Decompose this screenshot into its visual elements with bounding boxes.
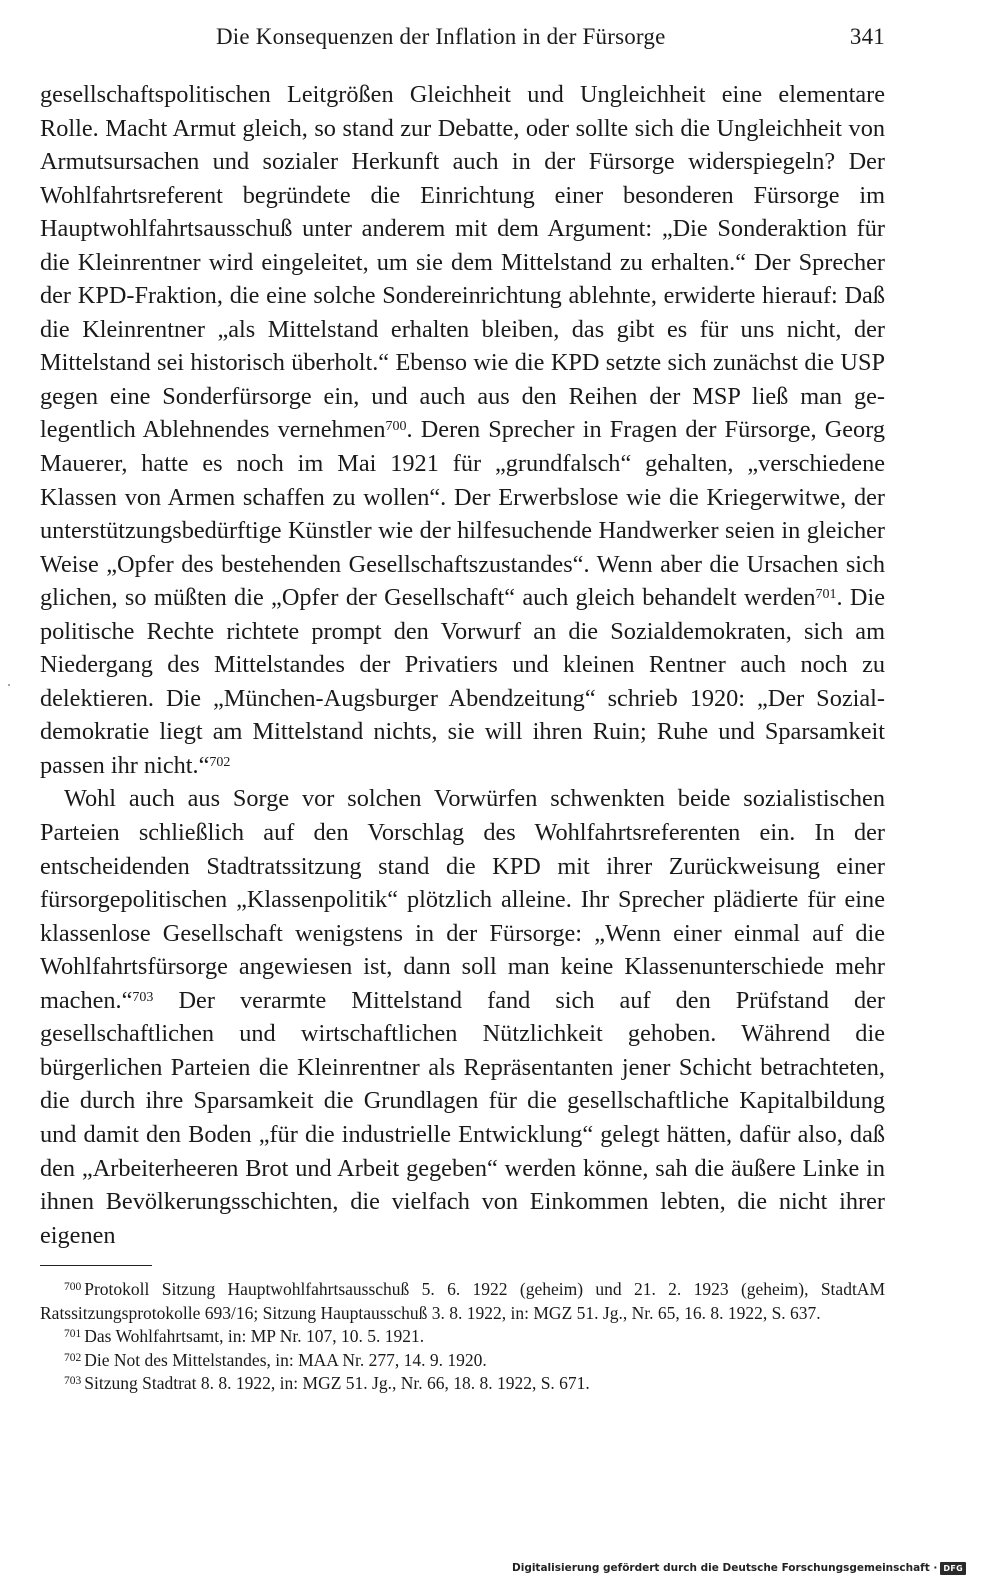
credit-text: Digitalisierung gefördert durch die Deutsche Forschungsgemeinschaft ·: [512, 1562, 938, 1574]
scan-speck: [8, 684, 10, 686]
running-title: Die Konsequenzen der Inflation in der Fürsorge: [216, 24, 666, 49]
paragraph-1-part-c: . Die politische Rechte richtete prompt den Vorwurf an die Sozialdemokraten, sich am Niedergang des Mittelstandes der Privatiers und kleinen Rentner auch noch zu delektieren. Die „München-Augsburger Abendzeitung“ schrieb 1920: „Der Sozialdemokratie liegt am Mittelstand nichts, sie will ihren Ruin; Ruhe und Sparsamkeit passen ihr nicht.“: [40, 584, 885, 779]
paragraph-2-part-b: Der verarmte Mittelstand fand sich auf den Prüfstand der gesellschaftlichen und wirtschaftlichen Nützlichkeit gehoben. Während die bürgerlichen Parteien die Kleinrentner als Repräsentanten jener Schicht betrachteten, die durch ihre Sparsamkeit die Grundlagen für die gesellschaftliche Kapitalbildung und damit den Boden „für die industrielle Entwicklung“ gelegt hätten, dafür also, daß den „Arbeiterheeren Brot und Arbeit gegeben“ werden könne, sah die äußere Linke in ihnen Bevölkerungsschichten, die vielfach von Einkommen lebten, die nicht ihrer eigenen: [40, 986, 885, 1249]
footnote-number: 702: [64, 1351, 82, 1364]
digitization-credit: [512, 1560, 966, 1576]
paragraph-2: [40, 782, 885, 1252]
footnotes: [40, 1278, 885, 1396]
footnote-ref-700[interactable]: 700: [385, 419, 407, 435]
footnote-number: 701: [64, 1328, 82, 1341]
footnote-text: Protokoll Sitzung Hauptwohlfahrtsausschuß 5. 6. 1922 (geheim) und 21. 2. 1923 (geheim), StadtAM Ratssitzungsprotokolle 693/16; Sitzung Hauptausschuß 3. 8. 1922, in: MGZ 51. Jg., Nr. 65, 16. 8. 1922, S. 637.: [40, 1279, 885, 1323]
footnote-number: 700: [64, 1281, 82, 1293]
footnote-702: [40, 1349, 885, 1373]
footnote-text: Die Not des Mittelstandes, in: MAA Nr. 277, 14. 9. 1920.: [84, 1349, 487, 1370]
footnote-number: 703: [64, 1375, 82, 1388]
footnote-700: [40, 1278, 885, 1325]
page-number: 341: [849, 24, 885, 49]
footnote-ref-702[interactable]: 702: [209, 754, 231, 770]
dfg-logo-icon: DFG: [940, 1562, 966, 1575]
paragraph-1-part-a: gesellschaftspolitischen Leitgrößen Gleichheit und Ungleichheit eine elementare Rolle. Macht Armut gleich, so stand zur Debatte, oder sollte sich die Ungleichheit von Armutsursachen und sozialer Herkunft auch in der Fürsorge widerspiegeln? Der Wohlfahrtsreferent begründete die Einrichtung einer besonderen Fürsorge im Hauptwohlfahrtsausschuß unter anderem mit dem Argument: „Die Sonderaktion für die Kleinrentner wird eingeleitet, um sie dem Mittelstand zu erhalten.“ Der Sprecher der KPD-Fraktion, die eine solche Sondereinrichtung ablehnte, erwiderte hierauf: Daß die Kleinrentner „als Mittelstand erhalten bleiben, das gibt es für uns nicht, der Mittelstand sei historisch überholt.“ Ebenso wie die KPD setzte sich zunächst die USP gegen eine Sonderfürsorge ein, und auch aus den Reihen der MSP ließ man gelegentlich Ablehnendes vernehmen: [40, 81, 885, 444]
body-text: [40, 78, 885, 1252]
footnote-text: Das Wohlfahrtsamt, in: MP Nr. 107, 10. 5. 1921.: [84, 1326, 425, 1347]
footnote-ref-701[interactable]: 701: [815, 587, 837, 603]
running-head: [40, 22, 885, 56]
footnote-701: [40, 1325, 885, 1349]
paragraph-2-part-a: Wohl auch aus Sorge vor solchen Vorwürfen schwenkten beide sozialistischen Parteien schließlich auf den Vorschlag des Wohlfahrtsreferenten ein. In der entscheidenden Stadtratssitzung stand die KPD mit ihrer Zurückweisung einer fürsorgepolitischen „Klassenpolitik“ plötzlich alleine. Ihr Sprecher plädierte für eine klassenlose Gesellschaft wenigstens in der Fürsorge: „Wenn einer einmal auf die Wohlfahrtsfürsorge angewiesen ist, dann soll man keine Klassenunterschiede mehr machen.“: [40, 785, 885, 1014]
footnote-ref-703[interactable]: 703: [132, 989, 154, 1005]
paragraph-1: [40, 78, 885, 782]
footnote-703: [40, 1372, 885, 1396]
footnote-text: Sitzung Stadtrat 8. 8. 1922, in: MGZ 51. Jg., Nr. 66, 18. 8. 1922, S. 671.: [84, 1373, 590, 1394]
footnote-divider: [40, 1265, 152, 1266]
paragraph-1-part-b: . Deren Sprecher in Fragen der Fürsorge, Georg Mauerer, hatte es noch im Mai 1921 für „grundfalsch“ gehalten, „verschiedene Klassen von Armen schaffen zu wollen“. Der Erwerbslose wie die Kriegerwitwe, der unterstützungsbedürftige Künstler wie der hilfesuchende Handwerker seien in gleicher Weise „Opfer des bestehenden Gesellschaftszustandes“. Wenn aber die Ursachen sich glichen, so müßten die „Opfer der Gesellschaft“ auch gleich behandelt werden: [40, 416, 885, 612]
